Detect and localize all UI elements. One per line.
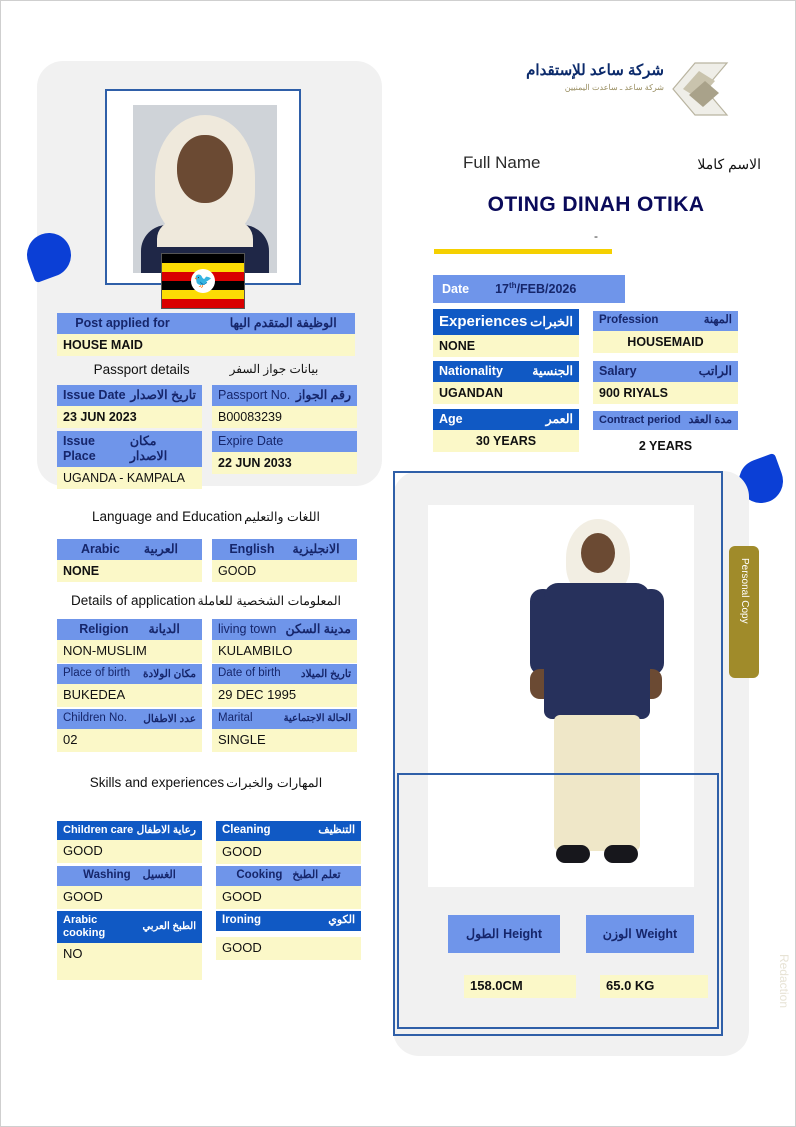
passport-details-title-en: Passport details xyxy=(93,361,190,377)
place-of-birth-label-ar: مكان الولادة xyxy=(143,667,196,680)
experiences-label-ar: الخبرات xyxy=(530,314,573,330)
children-care-block xyxy=(57,821,202,863)
religion-block xyxy=(57,619,202,663)
issue-date-label-ar: تاريخ الاصدار xyxy=(130,388,196,402)
expire-date-value: 22 JUN 2033 xyxy=(212,452,357,474)
age-label-ar: العمر xyxy=(545,412,573,426)
cooking-block xyxy=(216,866,361,909)
children-no-block xyxy=(57,709,202,752)
profession-label-ar: المهنة xyxy=(703,314,732,326)
arabic-cooking-label-en: Arabic cooking xyxy=(63,914,106,940)
profession-value: HOUSEMAID xyxy=(593,331,738,353)
ironing-label-en: Ironing xyxy=(222,914,261,926)
experiences-block xyxy=(433,309,579,357)
personal-copy-label: Personal Copy xyxy=(739,558,750,624)
height-label-ar: الطول xyxy=(466,926,500,941)
place-of-birth-value: BUKEDEA xyxy=(57,684,202,707)
nationality-label-en: Nationality xyxy=(439,364,503,378)
weight-block xyxy=(586,915,694,998)
cooking-label-en: Cooking xyxy=(236,869,283,881)
contract-period-label-en: Contract period xyxy=(599,414,681,426)
company-name-ar: شركة ساعد للإستقدام xyxy=(526,62,664,79)
children-no-label-ar: عدد الاطفال xyxy=(143,712,196,725)
arabic-label-ar: العربية xyxy=(143,542,179,556)
english-language-block xyxy=(212,539,357,582)
children-no-label-en: Children No. xyxy=(63,712,127,724)
language-title-ar: اللغات والتعليم xyxy=(244,510,320,524)
issue-place-value: UGANDA - KAMPALA xyxy=(57,467,202,489)
issue-date-label-en: Issue Date xyxy=(63,388,126,402)
cleaning-block xyxy=(216,821,361,864)
skills-title-en: Skills and experiences xyxy=(89,775,225,790)
height-label-en: Height xyxy=(503,926,542,941)
yellow-divider xyxy=(434,249,612,254)
name-dash: - xyxy=(594,229,598,243)
salary-label-ar: الراتب xyxy=(698,364,732,378)
issue-place-block xyxy=(57,431,202,489)
skills-title-ar: المهارات والخبرات xyxy=(226,776,323,790)
language-section-title xyxy=(57,509,355,524)
place-of-birth-block xyxy=(57,664,202,707)
handshake-logo-icon xyxy=(669,59,733,119)
cooking-value: GOOD xyxy=(216,886,361,909)
religion-value: NON-MUSLIM xyxy=(57,640,202,663)
arabic-cooking-block xyxy=(57,911,202,980)
expire-date-block xyxy=(212,431,357,474)
contract-period-value: 2 YEARS xyxy=(638,439,693,454)
experiences-label-en: Experiences xyxy=(439,313,528,330)
post-applied-label-en: Post applied for xyxy=(75,316,170,330)
uganda-flag-icon: 🐦 xyxy=(161,253,245,309)
passport-photo xyxy=(133,105,277,273)
cleaning-label-ar: التنظيف xyxy=(318,824,355,837)
english-label-en: English xyxy=(229,542,275,556)
passport-no-block xyxy=(212,385,357,428)
weight-label-ar: الوزن xyxy=(602,926,632,941)
full-name-label-ar: الاسم كاملا xyxy=(697,156,761,172)
religion-label-en: Religion xyxy=(79,622,129,636)
issue-place-label-ar: مكان الاصدار xyxy=(129,434,168,463)
age-label-en: Age xyxy=(439,412,463,426)
marital-value: SINGLE xyxy=(212,729,357,752)
english-value: GOOD xyxy=(212,560,357,582)
weight-label-en: Weight xyxy=(635,926,678,941)
cleaning-label-en: Cleaning xyxy=(222,824,271,836)
arabic-value: NONE xyxy=(57,560,202,582)
issue-date-block xyxy=(57,385,202,428)
salary-value: 900 RIYALS xyxy=(593,382,738,404)
date-bar xyxy=(433,275,625,303)
details-title-en: Details of application xyxy=(70,593,196,608)
issue-date-value: 23 JUN 2023 xyxy=(57,406,202,428)
date-of-birth-block xyxy=(212,664,357,707)
arabic-language-block xyxy=(57,539,202,582)
details-section-title xyxy=(57,593,355,608)
profession-block xyxy=(593,311,738,353)
nationality-block xyxy=(433,361,579,404)
ironing-label-ar: الكوي xyxy=(328,914,355,927)
ironing-block xyxy=(216,911,361,960)
company-logo-text xyxy=(456,61,664,121)
profession-label-en: Profession xyxy=(599,314,659,326)
arabic-cooking-value: NO xyxy=(57,943,202,966)
english-label-ar: الانجليزية xyxy=(292,542,340,556)
passport-no-value: B00083239 xyxy=(212,406,357,428)
washing-label-ar: الغسيل xyxy=(142,869,176,882)
ironing-value: GOOD xyxy=(216,937,361,960)
date-value: 17th/FEB/2026 xyxy=(495,281,577,297)
passport-no-label-en: Passport No. xyxy=(218,388,291,402)
washing-label-en: Washing xyxy=(83,869,131,881)
company-tagline-ar: شركة ساعد ـ ساعدت اليمنيين xyxy=(564,83,664,92)
passport-details-title-ar: بيانات جواز السفر xyxy=(229,362,319,376)
salary-block xyxy=(593,361,738,404)
place-of-birth-label-en: Place of birth xyxy=(63,667,131,679)
post-applied-block xyxy=(57,313,355,356)
living-town-block xyxy=(212,619,357,663)
date-label: Date xyxy=(442,282,470,296)
living-town-label-ar: مدينة السكن xyxy=(285,622,351,636)
language-title-en: Language and Education xyxy=(92,509,243,524)
passport-details-title xyxy=(57,359,355,379)
marital-block xyxy=(212,709,357,752)
height-block xyxy=(448,915,560,998)
salary-label-en: Salary xyxy=(599,364,637,378)
contract-period-label-ar: مدة العقد xyxy=(688,414,732,426)
living-town-label-en: living town xyxy=(218,622,277,636)
age-block xyxy=(433,409,579,452)
date-of-birth-value: 29 DEC 1995 xyxy=(212,684,357,707)
marital-label-en: Marital xyxy=(218,712,253,724)
passport-no-label-ar: رقم الجواز xyxy=(295,388,351,402)
cooking-label-ar: تعلم الطبخ xyxy=(292,869,341,882)
nationality-label-ar: الجنسية xyxy=(532,364,573,378)
religion-label-ar: الديانة xyxy=(148,622,180,636)
skills-section-title xyxy=(57,775,355,790)
age-value: 30 YEARS xyxy=(433,430,579,452)
post-applied-value: HOUSE MAID xyxy=(57,334,355,356)
expire-date-label-en: Expire Date xyxy=(218,434,284,448)
experiences-value: NONE xyxy=(433,335,579,357)
date-of-birth-label-en: Date of birth xyxy=(218,667,281,679)
date-of-birth-label-ar: تاريخ الميلاد xyxy=(300,667,351,680)
living-town-value: KULAMBILO xyxy=(212,640,357,663)
washing-block xyxy=(57,866,202,909)
weight-value: 65.0 KG xyxy=(600,975,708,998)
children-care-label-en: Children care xyxy=(63,824,134,836)
contract-period-block xyxy=(593,411,738,457)
full-name-label-en: Full Name xyxy=(463,153,541,172)
nationality-value: UGANDAN xyxy=(433,382,579,404)
marital-label-ar: الحالة الاجتماعية xyxy=(283,712,351,724)
children-no-value: 02 xyxy=(57,729,202,752)
arabic-cooking-label-ar: الطبخ العربي xyxy=(142,921,197,933)
height-value: 158.0CM xyxy=(464,975,576,998)
children-care-label-ar: رعاية الاطفال xyxy=(136,824,196,837)
personal-copy-tab xyxy=(729,546,759,678)
full-name-row xyxy=(431,153,761,179)
watermark-text: Redaction xyxy=(777,953,791,1008)
issue-place-label-en: Issue Place xyxy=(63,434,96,463)
washing-value: GOOD xyxy=(57,886,202,909)
person-name: OTING DINAH OTIKA xyxy=(487,193,705,216)
details-title-ar: المعلومات الشخصية للعاملة xyxy=(197,594,342,608)
cleaning-value: GOOD xyxy=(216,841,361,864)
post-applied-label-ar: الوظيفة المتقدم اليها xyxy=(229,316,337,330)
children-care-value: GOOD xyxy=(57,840,202,863)
arabic-label-en: Arabic xyxy=(80,542,120,556)
